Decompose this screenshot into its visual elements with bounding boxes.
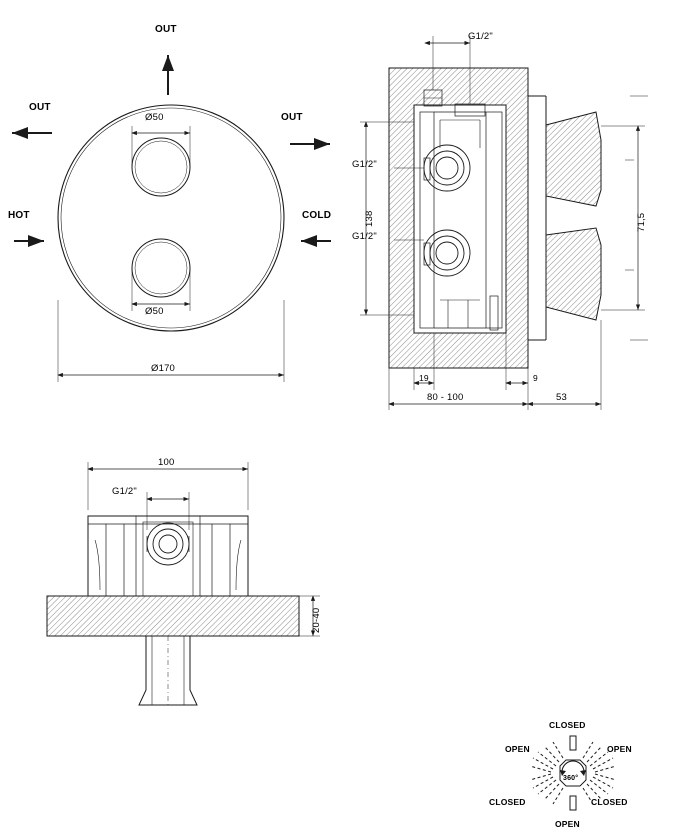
side-depth-small-label: 19	[419, 373, 429, 383]
side-thread-upper-left-label: G1/2"	[352, 159, 377, 170]
rotation-right-lower-label: CLOSED	[591, 797, 628, 807]
rotation-right-upper-label: OPEN	[607, 744, 632, 754]
rotation-left-lower-label: CLOSED	[489, 797, 526, 807]
bottom-width-label: 100	[158, 457, 175, 468]
front-out-right-label: OUT	[281, 112, 303, 123]
side-height-label: 138	[364, 210, 375, 227]
bottom-depth-range-label: 20-40	[311, 607, 322, 633]
front-out-left-label: OUT	[29, 102, 51, 113]
front-knob-top-diameter: Ø50	[145, 112, 164, 123]
side-thread-top-label: G1/2"	[468, 31, 493, 42]
side-right-height-label: 71,5	[636, 212, 647, 232]
front-cold-label: COLD	[302, 210, 332, 221]
front-hot-label: HOT	[8, 210, 30, 221]
side-wall-range-label: 80 - 100	[427, 392, 464, 403]
front-plate-diameter: Ø170	[151, 363, 176, 374]
side-depth-tiny-label: 9	[533, 373, 538, 383]
bottom-section-geometry	[47, 462, 320, 705]
rotation-bottom-label: OPEN	[555, 819, 580, 829]
side-projection-label: 53	[556, 392, 567, 403]
bottom-thread-label: G1/2"	[112, 486, 137, 497]
front-knob-bottom-diameter: Ø50	[145, 306, 164, 317]
front-view-geometry	[12, 55, 331, 382]
front-out-top-label: OUT	[155, 24, 177, 35]
side-section-geometry	[360, 36, 648, 410]
side-thread-lower-left-label: G1/2"	[352, 231, 377, 242]
rotation-top-label: CLOSED	[549, 720, 586, 730]
rotation-left-upper-label: OPEN	[505, 744, 530, 754]
rotation-center-label: 360°	[563, 775, 579, 782]
